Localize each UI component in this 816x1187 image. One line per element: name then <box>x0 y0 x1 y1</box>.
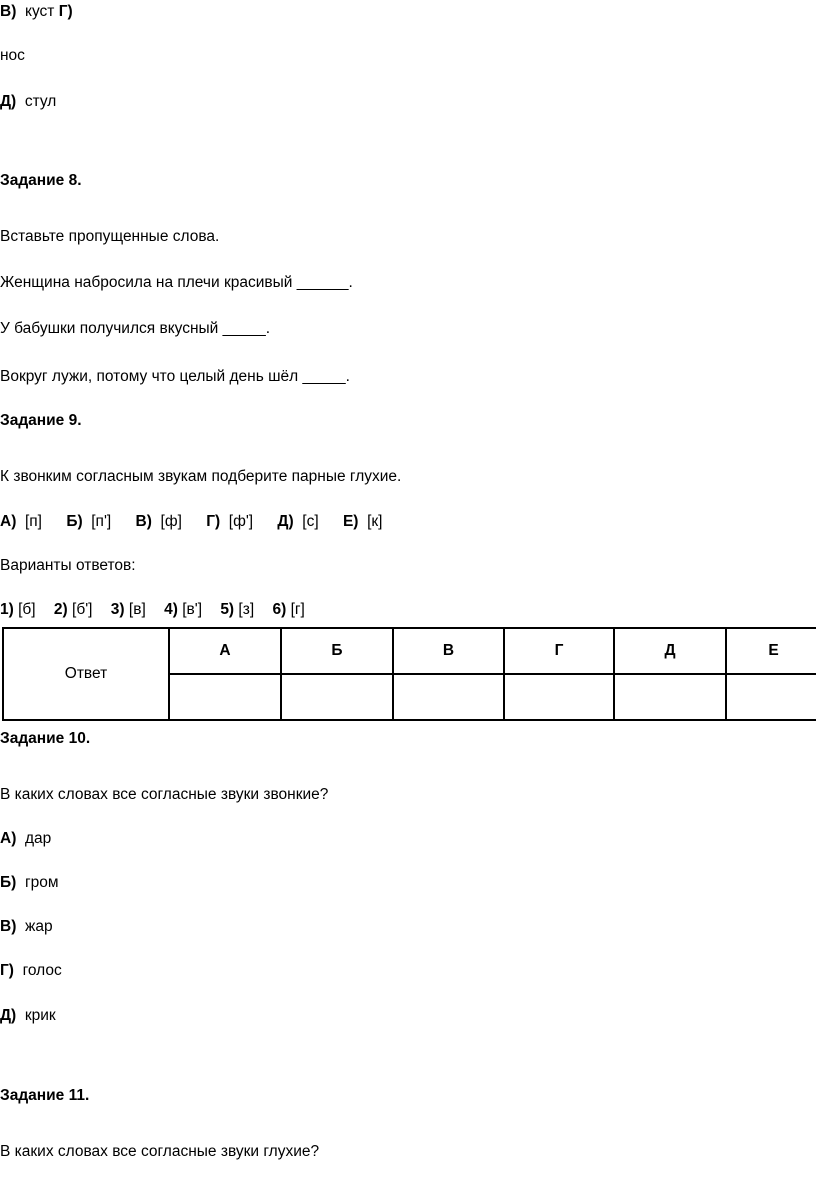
task10-option-g <box>0 961 62 981</box>
task10-option-a <box>0 829 51 849</box>
item-letter: Б) <box>66 513 83 530</box>
variant-number: 2) <box>53 601 68 618</box>
task9-title: Задание 9. <box>0 412 82 429</box>
answer-column-d: Д <box>614 628 726 674</box>
answer-row-label: Ответ <box>3 628 169 720</box>
option-word: нос <box>0 47 25 64</box>
variant-number: 3) <box>110 601 125 618</box>
variant-number: 4) <box>164 601 178 618</box>
item-letter: А) <box>0 513 17 530</box>
item-letter: Е) <box>342 513 359 530</box>
answer-table-header-row <box>3 628 816 674</box>
option-word: голос <box>22 962 62 979</box>
option-letter: Д) <box>0 93 17 110</box>
option-word: дар <box>24 830 52 847</box>
option-word: куст <box>24 3 55 20</box>
option-word: стул <box>24 93 57 110</box>
item-letter: Д) <box>277 513 294 530</box>
item-sound: [ф] <box>160 513 182 530</box>
variant-number: 5) <box>220 601 235 618</box>
task9-variants-label: Варианты ответов: <box>0 557 136 574</box>
answer-column-v: В <box>393 628 504 674</box>
task9-variants <box>0 600 305 620</box>
task10-option-b <box>0 873 59 893</box>
task9-items <box>0 512 382 532</box>
answer-column-g: Г <box>504 628 614 674</box>
variant-sound: [б'] <box>72 601 93 618</box>
task8-instruction: Вставьте пропущенные слова. <box>0 228 220 245</box>
task8-title: Задание 8. <box>0 172 82 189</box>
task10-question: В каких словах все согласные звуки звонкие? <box>0 786 329 803</box>
option-word: жар <box>24 918 53 935</box>
variant-number: 1) <box>0 601 14 618</box>
task8-sentence-1: Женщина набросила на плечи красивый ______. <box>0 274 353 291</box>
variant-sound: [б] <box>18 601 36 618</box>
task10-title: Задание 10. <box>0 730 91 747</box>
item-sound: [с] <box>302 513 319 530</box>
variant-sound: [в'] <box>182 601 202 618</box>
answer-cell-a[interactable] <box>169 674 281 720</box>
option-letter: Г) <box>0 962 14 979</box>
task11-title: Задание 11. <box>0 1087 90 1104</box>
item-letter: В) <box>135 513 152 530</box>
item-sound: [п'] <box>91 513 112 530</box>
option-word: крик <box>24 1007 56 1024</box>
option-letter: В) <box>0 3 17 20</box>
item-sound: [ф'] <box>228 513 254 530</box>
answer-cell-d[interactable] <box>614 674 726 720</box>
variant-sound: [з] <box>238 601 255 618</box>
option-letter: В) <box>0 918 17 935</box>
task9-instruction: К звонким согласным звукам подберите парные глухие. <box>0 468 402 485</box>
option-word: гром <box>24 874 59 891</box>
item-sound: [к] <box>367 513 383 530</box>
answer-cell-b[interactable] <box>281 674 393 720</box>
task10-option-v <box>0 917 53 937</box>
task7-option-g-word <box>0 46 25 66</box>
task10-option-d <box>0 1006 56 1026</box>
option-letter: Б) <box>0 874 17 891</box>
answer-cell-v[interactable] <box>393 674 504 720</box>
variant-sound: [в] <box>128 601 146 618</box>
option-letter: Г) <box>58 3 73 20</box>
item-sound: [п] <box>24 513 42 530</box>
item-letter: Г) <box>206 513 221 530</box>
option-letter: А) <box>0 830 17 847</box>
answer-column-b: Б <box>281 628 393 674</box>
variant-number: 6) <box>272 601 287 618</box>
variant-sound: [г] <box>290 601 305 618</box>
task7-option-v <box>0 2 73 22</box>
task8-sentence-2: У бабушки получился вкусный _____. <box>0 320 271 337</box>
task7-option-d <box>0 92 56 112</box>
option-letter: Д) <box>0 1007 17 1024</box>
answer-column-a: А <box>169 628 281 674</box>
answer-table <box>2 627 816 721</box>
answer-cell-e[interactable] <box>726 674 816 720</box>
task8-sentence-3: Вокруг лужи, потому что целый день шёл _____. <box>0 368 350 385</box>
answer-column-e: Е <box>726 628 816 674</box>
answer-cell-g[interactable] <box>504 674 614 720</box>
task11-question: В каких словах все согласные звуки глухие? <box>0 1143 320 1160</box>
